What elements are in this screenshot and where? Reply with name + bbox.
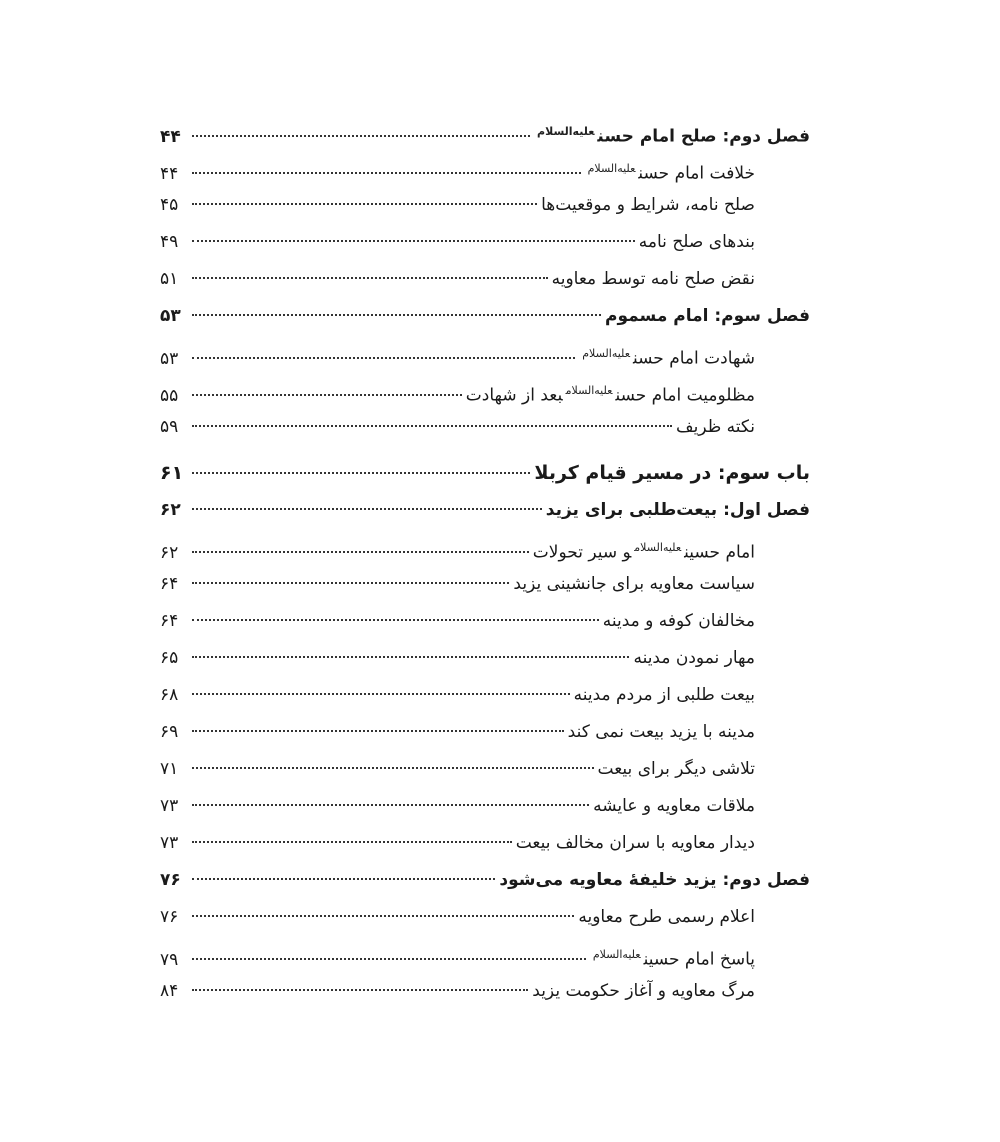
toc-page-number: ۴۹ (160, 232, 179, 252)
toc-page-number: ۷۳ (160, 796, 179, 816)
toc-title-text: مرگ معاویه و آغاز حکومت یزید (532, 981, 755, 1001)
dot-leader (192, 357, 575, 359)
toc-entry-section[interactable] (160, 298, 810, 335)
toc-entry-title (516, 825, 755, 862)
toc-title-text: صلح نامه، شرایط و موقعیت‌ها (541, 195, 755, 215)
dot-leader (192, 394, 462, 396)
toc-title-text: ملاقات معاویه و عایشه (593, 796, 755, 816)
toc-title-text: امام حسین (684, 542, 755, 563)
toc-entry-sub[interactable] (160, 825, 810, 862)
toc-page-number: ۷۹ (160, 949, 179, 970)
toc-entry-title (639, 224, 755, 261)
toc-page-number: ۸۴ (160, 981, 179, 1001)
toc-entry-sub[interactable] (160, 640, 810, 677)
dot-leader (192, 508, 542, 510)
dot-leader (192, 425, 672, 427)
toc-entry-title (513, 566, 755, 603)
toc-page-number: ۵۳ (160, 306, 181, 326)
dot-leader (192, 582, 509, 584)
dot-leader (192, 203, 537, 205)
toc-entry-sub[interactable] (160, 677, 810, 714)
toc-entry-title (546, 492, 810, 529)
toc-page-number: ۷۱ (160, 759, 179, 779)
toc-title-text: نقض صلح نامه توسط معاویه (551, 269, 755, 289)
toc-title-text: نکته ظریف (675, 417, 755, 437)
toc-title-text: مدینه با یزید بیعت نمی کند (567, 722, 755, 742)
toc-entry-sub[interactable] (160, 936, 810, 973)
dot-leader (192, 693, 570, 695)
toc-entry-sub[interactable] (160, 566, 810, 603)
dot-leader (192, 730, 564, 732)
dot-leader (192, 135, 530, 137)
toc-page-number: ۶۲ (160, 542, 179, 563)
toc-entry-title (593, 788, 755, 825)
toc-title-text: باب سوم: در مسیر قیام کربلا (534, 462, 810, 484)
toc-title-text: اعلام رسمی طرح معاویه (578, 907, 755, 927)
toc-title-text: شهادت امام حسن (633, 348, 755, 369)
dot-leader (192, 240, 635, 242)
toc-title-text: مهار نمودن مدینه (633, 648, 755, 668)
toc-entry-sub[interactable] (160, 899, 810, 936)
toc-entry-title (568, 714, 755, 751)
toc-entry-sub[interactable] (160, 261, 810, 298)
honorific-glyph: علیه‌السلام (587, 162, 636, 175)
toc-entry-title (633, 640, 755, 677)
toc-title-text: سیاست معاویه برای جانشینی یزید (513, 574, 755, 594)
honorific-glyph: علیه‌السلام (565, 384, 613, 397)
dot-leader (192, 841, 512, 843)
toc-entry-sub[interactable] (160, 335, 810, 372)
toc-title-text: تلاشی دیگر برای بیعت (597, 759, 755, 779)
toc-page-number: ۷۳ (160, 833, 179, 853)
toc-page-number: ۶۸ (160, 685, 179, 705)
toc-page-number: ۷۶ (160, 907, 179, 927)
toc-entry-section[interactable] (160, 862, 810, 899)
dot-leader (192, 767, 594, 769)
toc-title-text: بیعت طلبی از مردم مدینه (573, 685, 755, 705)
toc-title-text: مخالفان کوفه و مدینه (602, 611, 755, 631)
honorific-glyph: علیه‌السلام (537, 125, 595, 138)
toc-entry-title (541, 187, 755, 224)
toc-page-number: ۴۴ (160, 126, 181, 147)
toc-entry-title (598, 751, 755, 788)
toc-entry-section[interactable] (160, 113, 810, 150)
toc-page-number: ۶۴ (160, 574, 179, 594)
dot-leader (192, 958, 586, 960)
toc-title-text: مظلومیت امام حسن (615, 385, 755, 406)
toc-title-text: پاسخ امام حسین (643, 949, 755, 970)
toc-entry-sub[interactable] (160, 150, 810, 187)
toc-title-text: بندهای صلح نامه (638, 232, 755, 252)
toc-page-number: ۶۴ (160, 611, 179, 631)
toc-title-text: فصل دوم: صلح امام حسن (597, 126, 810, 147)
toc-page-number: ۵۳ (160, 348, 179, 369)
dot-leader (192, 551, 529, 553)
toc-entry-sub[interactable] (160, 603, 810, 640)
dot-leader (192, 619, 599, 621)
dot-leader (192, 277, 548, 279)
toc-page-number: ۶۲ (160, 500, 181, 520)
toc-page-number: ۵۱ (160, 269, 179, 289)
toc-title-text: خلافت امام حسن (638, 163, 755, 184)
dot-leader (192, 915, 574, 917)
toc-title-text-continued: و سیر تحولات (532, 542, 632, 563)
toc-page-number: ۷۶ (160, 870, 181, 890)
toc-entry-title (532, 973, 755, 1010)
dot-leader (192, 472, 530, 474)
toc-entry-title (552, 261, 755, 298)
toc-title-text: فصل اول: بیعت‌طلبی برای یزید (545, 500, 810, 520)
dot-leader (192, 314, 601, 316)
toc-title-text: دیدار معاویه با سران مخالف بیعت (515, 833, 755, 853)
dot-leader (192, 804, 589, 806)
honorific-glyph: علیه‌السلام (582, 347, 631, 360)
toc-entry-chapter[interactable] (160, 455, 810, 492)
toc-page-number: ۵۹ (160, 417, 179, 437)
dot-leader (192, 878, 495, 880)
toc-entry-sub[interactable] (160, 751, 810, 788)
toc-entry-title (574, 677, 755, 714)
toc-entry-sub[interactable] (160, 224, 810, 261)
toc-entry-sub[interactable] (160, 714, 810, 751)
toc-entry-section[interactable] (160, 492, 810, 529)
toc-page-number: ۴۵ (160, 195, 179, 215)
toc-page-number: ۶۱ (160, 462, 184, 484)
toc-entry-title (676, 409, 755, 446)
toc-title-text: فصل سوم: امام مسموم (605, 306, 810, 326)
dot-leader (192, 172, 581, 174)
toc-entry-title (605, 298, 810, 335)
honorific-glyph: علیه‌السلام (592, 948, 641, 961)
toc-title-text-continued: بعد از شهادت (465, 385, 563, 406)
toc-entry-sub[interactable] (160, 973, 810, 1010)
toc-page-number: ۵۵ (160, 385, 179, 406)
toc-entry-title (499, 862, 810, 899)
toc-page-number: ۶۹ (160, 722, 179, 742)
toc-entry-sub[interactable] (160, 372, 810, 409)
dot-leader (192, 656, 629, 658)
toc-entry-title (534, 455, 810, 492)
toc-entry-title (603, 603, 755, 640)
toc-entry-sub[interactable] (160, 788, 810, 825)
toc-title-text: فصل دوم: یزید خلیفهٔ معاویه می‌شود (499, 870, 810, 890)
dot-leader (192, 989, 528, 991)
toc-entry-title (578, 899, 755, 936)
honorific-glyph: علیه‌السلام (634, 541, 682, 554)
toc-page-number: ۶۵ (160, 648, 179, 668)
toc-entry-sub[interactable] (160, 529, 810, 566)
toc-entry-sub[interactable] (160, 187, 810, 224)
table-of-contents (160, 113, 810, 1010)
toc-page-number: ۴۴ (160, 163, 179, 184)
